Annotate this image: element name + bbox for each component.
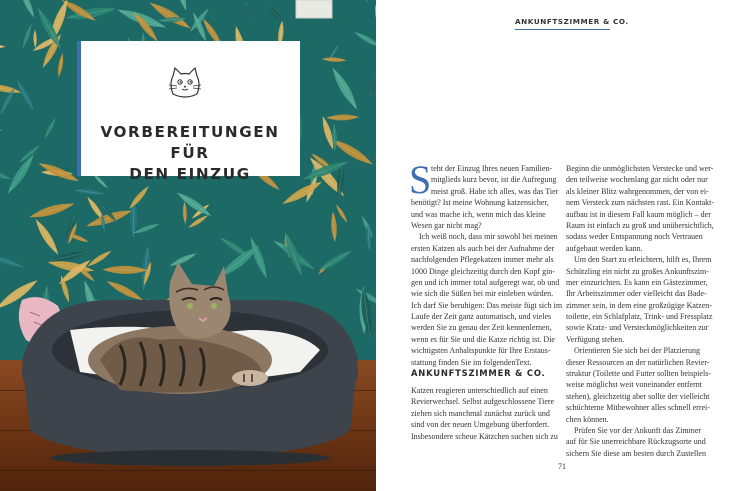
text-line: Ihr Arbeitszimmer oder vielleicht das Bade-	[566, 289, 707, 299]
text-line: sind von der neuen Umgebung überfordert.	[411, 420, 550, 430]
text-line: Verfügung stehen.	[566, 334, 625, 344]
text-line: aufgebaut werden kann.	[566, 243, 643, 253]
text-line: werden Sie zu genau der Zeit kennenlernen,	[411, 323, 552, 333]
text-line: meist groß. Habe ich alles, was das Tier	[431, 186, 559, 196]
text-line: 1000 Dinge gleichzeitig durch den Kopf gin-	[411, 266, 555, 276]
text-column-left-top	[411, 163, 562, 368]
page-number: 71	[558, 462, 566, 471]
text-line: aufbau ist in diesem Fall kaum möglich – der	[566, 209, 711, 219]
cat-face-icon	[165, 64, 205, 100]
text-line: chen können.	[566, 414, 609, 424]
text-line: schüchterne Mitbewohner alles schnell errei-	[566, 403, 710, 413]
chapter-title-line2: DEN EINZUG	[129, 165, 251, 183]
text-line: Schützling ein nicht zu großes Ankunftszim-	[566, 266, 709, 276]
text-line: weise möglichst weit voneinander entfernt	[566, 380, 702, 390]
text-line: stattung finden Sie im folgendenText.	[411, 357, 532, 367]
text-line: Prüfen Sie vor der Ankunft das Zimmer	[574, 425, 702, 435]
text-line: mitglieds kurz bevor, ist die Aufregung	[431, 175, 557, 185]
text-line: Katzen reagieren unterschiedlich auf einen	[411, 386, 548, 395]
drop-cap: S	[409, 157, 432, 202]
text-line: als kleiner Blitz wahrgenommen, der von ei-	[566, 186, 709, 196]
text-line: struktur (Toilette und Futter sollten beispiels-	[566, 369, 711, 379]
text-line: dieser Ressourcen an der natürlichen Revier-	[566, 357, 710, 367]
text-line: wenn es für Sie und die Katze richtig ist. Die	[411, 334, 555, 344]
text-line: nem Versteck zum nächsten rast. Ein Kontakt-	[566, 198, 715, 208]
title-card-accent-bar	[77, 41, 81, 176]
chapter-title-line1: VORBEREITUNGEN FÜR	[100, 123, 280, 162]
text-line: toilette, ein Schlafplatz, Trink- und Fressplatz	[566, 312, 713, 322]
text-line: ersten Katzen als auch bei der Aufnahme der	[411, 243, 555, 253]
text-line: Beginn die unmöglichsten Verstecke und wer-	[566, 164, 714, 173]
text-column-left-bottom	[411, 385, 558, 442]
text-line: nachfolgenden Pflegekatzen immer mehr als	[411, 255, 554, 265]
text-line: stehen), gleichzeitig aber sollte der vielleicht	[566, 391, 710, 401]
text-line: Orientieren Sie sich bei der Platzierung	[574, 346, 700, 356]
text-column-right	[566, 163, 714, 459]
text-line: Laufe der Zeit ganz automatisch, und vieles	[411, 312, 552, 322]
chapter-title	[86, 122, 294, 185]
running-head-rule	[515, 29, 610, 30]
text-line: sodass weder Entspannung noch Vertrauen	[566, 232, 703, 242]
running-head: ANKUNFTSZIMMER & CO.	[515, 17, 629, 26]
text-line: teht der Einzug Ihres neuen Familien-	[431, 164, 553, 173]
text-line: Um den Start zu erleichtern, hilft es, Ihrem	[574, 255, 712, 265]
text-line: auf für Sie unerreichbare Rückzugsorte und	[566, 437, 706, 447]
text-line: Wesen gar nicht mag?	[411, 220, 482, 230]
text-line: sowie Kratz- und Versteckmöglichkeiten zur	[566, 323, 709, 333]
text-line: sichern Sie diese am besten durch Zustellen	[566, 448, 706, 458]
text-line: wie sich die Süßen bei mir einleben würden.	[411, 289, 554, 299]
text-line: Revierwechsel. Selbst aufgeschlossene Tiere	[411, 397, 555, 407]
text-line: mer einzurichten. Es kann ein Gästezimmer,	[566, 277, 708, 287]
text-line: Ich weiß noch, dass mir sowohl bei meinen	[419, 232, 558, 242]
text-line: benötigt? Ist meine Wohnung katzensicher,	[411, 198, 549, 208]
section-subheading: ANKUNFTSZIMMER & CO.	[411, 368, 546, 378]
text-line: gen und ich immer total aufgeregt war, ob und	[411, 277, 560, 287]
text-line: und was mache ich, wenn mich das kleine	[411, 209, 546, 219]
text-line: Ich darf Sie beruhigen: Das meiste fügt sich im	[411, 300, 563, 310]
text-line: wichtigsten Anhaltspunkte für Ihre Erstaus-	[411, 346, 551, 356]
text-line: Raum ist einfach zu groß und unübersichtlich,	[566, 220, 714, 230]
text-line: ziehen sich manchmal zunächst zurück und	[411, 408, 550, 418]
text-line: zimmer sein, in dem eine großzügige Katzen-	[566, 300, 712, 310]
text-line: Insbesondere scheue Kätzchen suchen sich zu	[411, 431, 558, 441]
text-line: den teilweise wochenlang gar nicht oder nur	[566, 175, 708, 185]
